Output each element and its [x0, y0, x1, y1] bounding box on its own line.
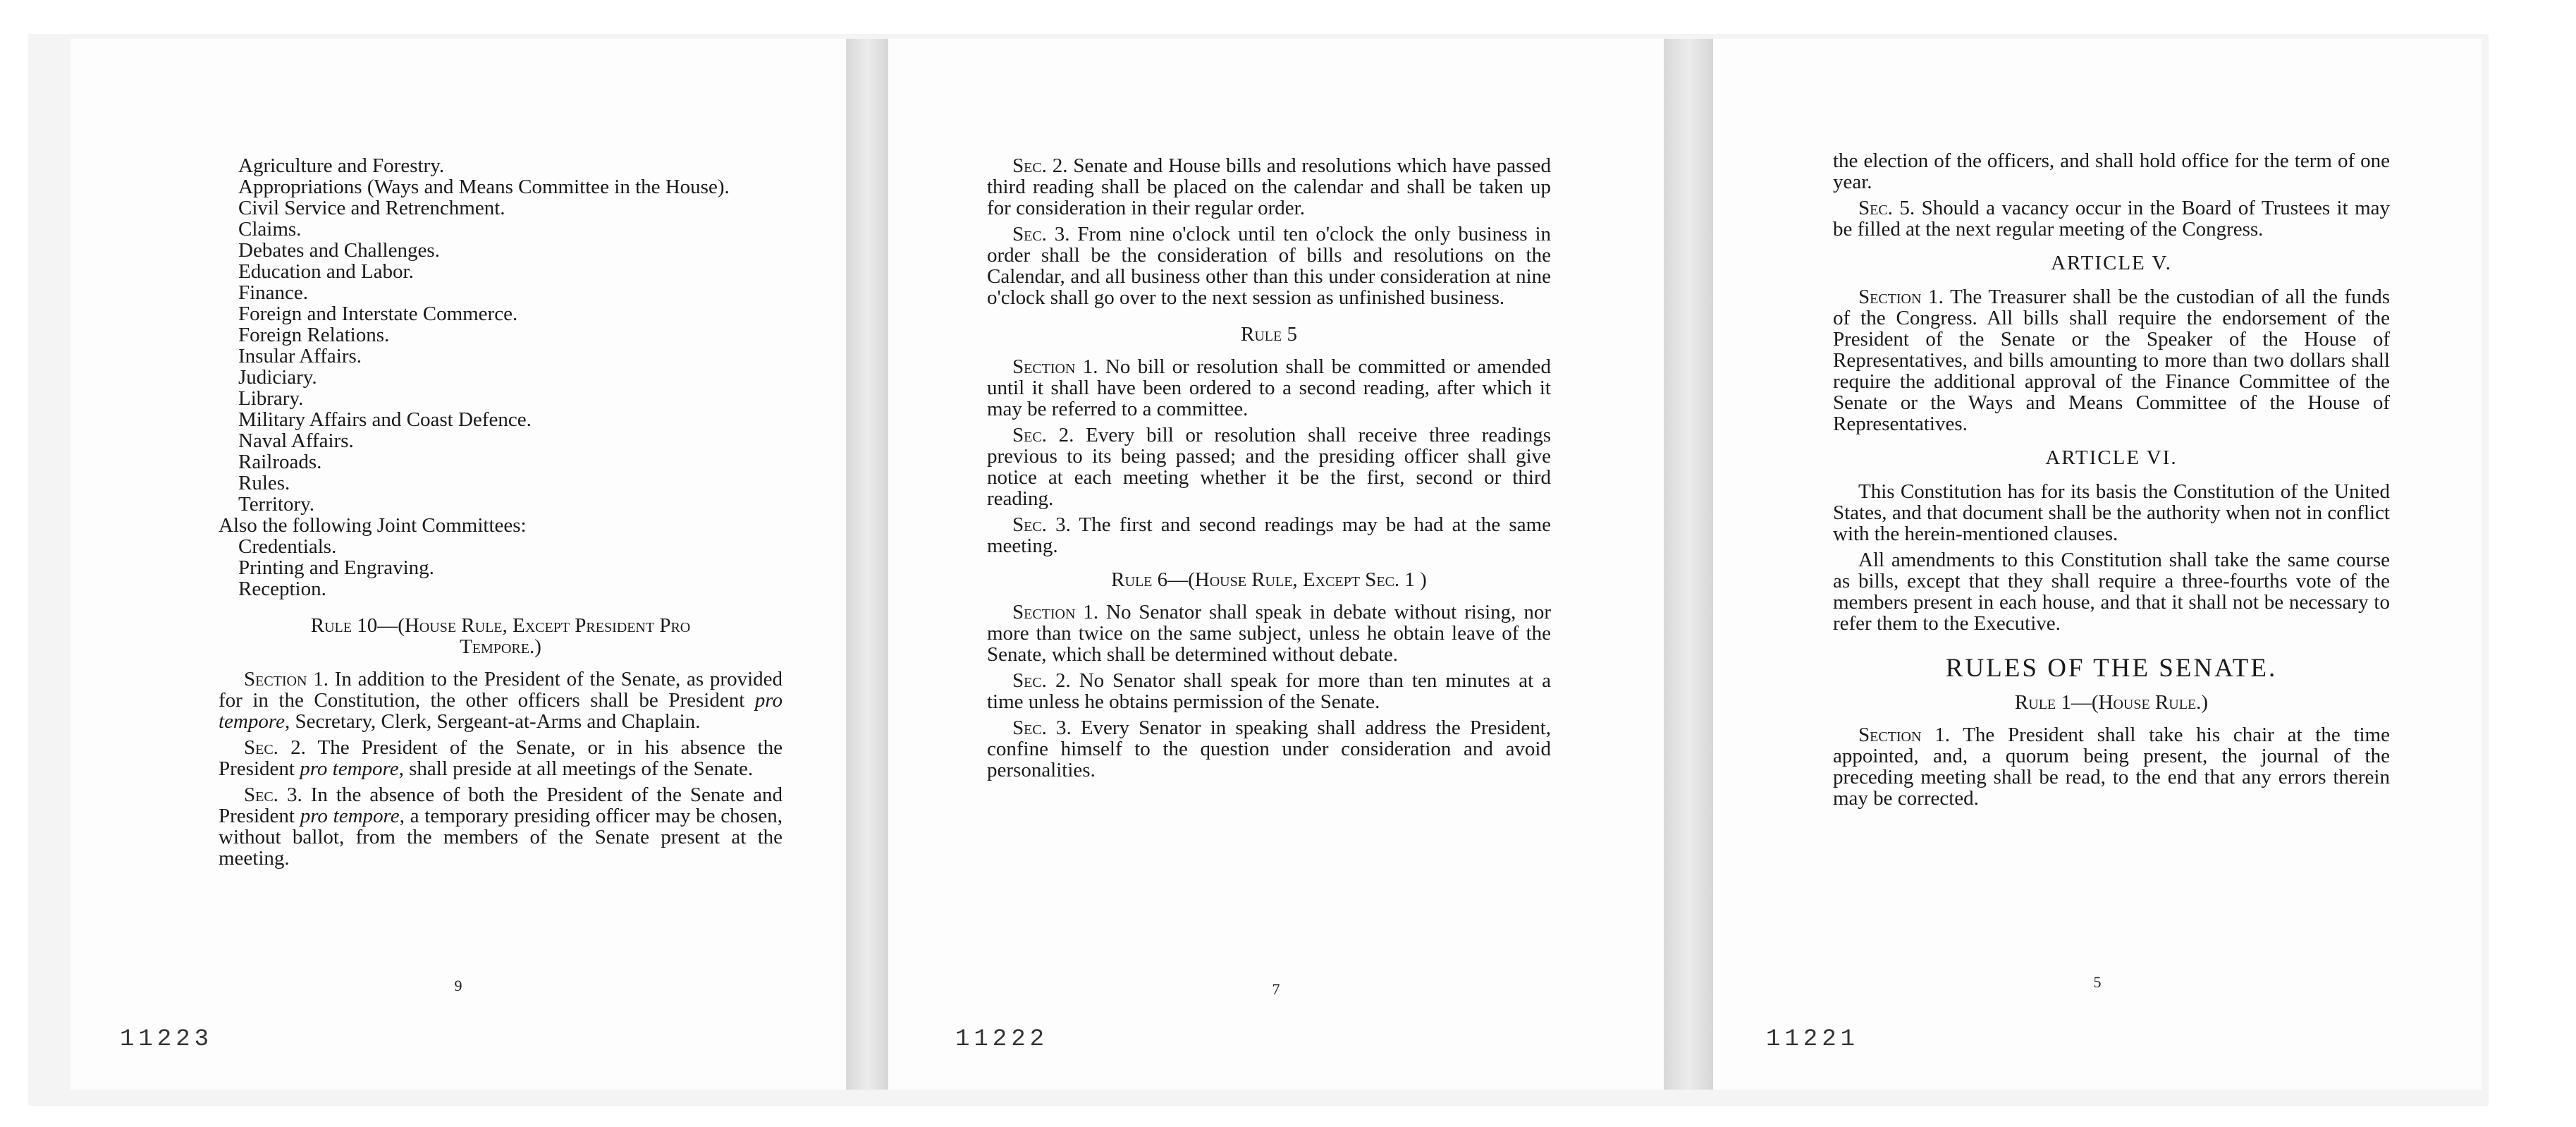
list-item: Reception.	[238, 578, 326, 600]
rule-1-title: Rule 1—(House Rule.)	[2014, 691, 2209, 714]
list-item: Agriculture and Forestry.	[238, 154, 445, 177]
joint-committee-list	[219, 536, 783, 599]
list-item: Appropriations (Ways and Means Committee in the House).	[238, 176, 730, 198]
list-item: Credentials.	[238, 535, 337, 558]
section-text: No bill or resolution shall be committed or amended until it shall have been ordered to a second reading, after which it may be referred to a committee.	[987, 355, 1552, 420]
section-text: The President shall take his chair at the time appointed, and, a quorum being present, the journal of the preceding meeting shall be read, to the end that any errors therein may be corrected.	[1833, 724, 2390, 810]
section-label: Section 1.	[244, 668, 329, 690]
list-item: Naval Affairs.	[238, 430, 354, 452]
section-label: Section 1.	[1012, 355, 1098, 378]
senate-rules-title: RULES OF THE SENATE.	[1945, 654, 2278, 683]
section-text: From nine o'clock until ten o'clock the only business in order shall be the consideration of bills and resolutions on the Calendar, and all business other than this under consideration at nine o'clock shall go over to the next session as unfinished business.	[987, 223, 1551, 309]
committee-list	[219, 155, 783, 515]
section-paragraph	[987, 356, 1551, 420]
list-item: Library.	[238, 387, 304, 410]
section-paragraph	[987, 670, 1551, 712]
list-item: Foreign and Interstate Commerce.	[238, 303, 518, 325]
section-text: In the absence of both the President of the Senate and President	[219, 784, 783, 827]
section-text: , Secretary, Clerk, Sergeant-at-Arms and Chaplain.	[284, 710, 701, 733]
section-italic: pro tempore	[300, 757, 399, 780]
article-5-heading: ARTICLE V.	[2051, 252, 2172, 274]
continued-paragraph: the election of the officers, and shall hold office for the term of one year.	[1833, 150, 2390, 193]
section-italic: pro tempore	[300, 805, 400, 827]
section-paragraph	[1833, 724, 2390, 809]
list-item: Education and Labor.	[238, 260, 414, 283]
section-label: Section 1.	[1858, 724, 1950, 746]
section-text: In addition to the President of the Senate, as provided for in the Constitution, the other officers shall be President	[219, 668, 783, 712]
rule-6-title: Rule 6—(House Rule, Except Sec. 1 )	[1111, 568, 1427, 591]
article-paragraph: All amendments to this Constitution shall take the same course as bills, except that they shall require a three-fourths vote of the members present in each house, and that it shall not be necessary to refer them to the Executive.	[1833, 549, 2390, 635]
section-label: Sec. 2.	[244, 736, 306, 759]
page-middle	[888, 39, 1664, 1090]
list-item: Claims.	[238, 218, 302, 240]
section-text: The President of the Senate, or in his absence the President	[219, 736, 783, 780]
section-text: Every Senator in speaking shall address the President, confine himself to the question under consideration and avoid personalities.	[987, 717, 1552, 781]
section-paragraph	[987, 514, 1551, 556]
section-label: Sec. 3.	[244, 784, 302, 806]
section-label: Sec. 3.	[1012, 223, 1070, 245]
list-item: Foreign Relations.	[238, 324, 390, 346]
page-left-body	[219, 155, 783, 874]
list-item: Rules.	[238, 472, 290, 494]
page-number: 7	[1272, 980, 1280, 998]
list-item: Printing and Engraving.	[238, 556, 434, 579]
serial-number: 11223	[120, 1026, 214, 1053]
page-right-body	[1833, 150, 2390, 814]
section-paragraph	[987, 602, 1551, 665]
rule-10-section-1	[219, 669, 783, 732]
list-item: Finance.	[238, 281, 309, 304]
serial-number: 11221	[1766, 1026, 1860, 1053]
rule-10-title: Rule 10—(House Rule, Except President Pro Tempore.)	[310, 614, 691, 658]
section-text: No Senator shall speak for more than ten minutes at a time unless he obtains permission of the Senate.	[987, 669, 1552, 713]
page-right	[1713, 39, 2482, 1090]
rule-5-title: Rule 5	[1241, 323, 1297, 346]
section-label: Section 1.	[1012, 601, 1099, 623]
page-gutter	[1664, 39, 1713, 1090]
section-text: Senate and House bills and resolutions which have passed third reading shall be placed on the calendar and shall be taken up for consideration in their regular order.	[987, 154, 1552, 219]
section-text: , a temporary presiding officer may be chosen, without ballot, from the members of the Senate present at the meeting.	[219, 805, 783, 870]
rule-10-section-3	[219, 784, 783, 869]
list-item: Territory.	[238, 493, 315, 516]
section-label: Sec. 3.	[1012, 513, 1071, 536]
list-item: Judiciary.	[238, 366, 317, 389]
list-item: Insular Affairs.	[238, 345, 362, 367]
section-label: Sec. 3.	[1012, 717, 1072, 739]
section-text: No Senator shall speak in debate without rising, nor more than twice on the same subject, unless he obtain leave of the Senate, which shall be determined without debate.	[987, 601, 1552, 666]
section-text: The first and second readings may be had at the same meeting.	[987, 513, 1551, 557]
article-paragraph: This Constitution has for its basis the Constitution of the United States, and that document shall be the authority when not in conflict with the herein-mentioned clauses.	[1833, 480, 2390, 545]
section-text: Should a vacancy occur in the Board of Trustees it may be filled at the next regular meeting of the Congress.	[1833, 197, 2391, 240]
page-number: 9	[454, 977, 462, 994]
section-label: Sec. 2.	[1012, 154, 1068, 177]
section-paragraph	[1833, 197, 2390, 240]
page-left	[70, 39, 846, 1090]
article-6-heading: ARTICLE VI.	[2045, 446, 2178, 469]
section-paragraph	[1833, 286, 2390, 434]
serial-number: 11222	[955, 1026, 1049, 1053]
page-gutter	[846, 39, 888, 1090]
section-paragraph	[987, 425, 1551, 509]
section-text: The Treasurer shall be the custodian of all the funds of the Congress. All bills shall require the endorsement of the President of the Senate or the Speaker of the House of Representatives, and bills amounting to more than two dollars shall require the additional approval of the Finance Committee of the Senate or the Ways and Means Committee of the House of Representatives.	[1833, 286, 2390, 435]
section-paragraph	[987, 717, 1551, 781]
section-label: Sec. 2.	[1012, 669, 1071, 692]
section-text: , shall preside at all meetings of the Senate.	[398, 757, 754, 780]
section-label: Section 1.	[1858, 286, 1944, 308]
section-label: Sec. 2.	[1012, 424, 1074, 446]
section-italic: pro tempore	[219, 689, 783, 733]
list-item: Civil Service and Retrenchment.	[238, 197, 505, 219]
list-item: Railroads.	[238, 451, 322, 473]
rule-10-section-2	[219, 737, 783, 779]
list-item: Debates and Challenges.	[238, 239, 440, 262]
page-middle-body	[987, 155, 1551, 786]
section-paragraph	[987, 224, 1551, 308]
section-text: Every bill or resolution shall receive three readings previous to its being passed; and the presiding officer shall give notice at each meeting whether it be the first, second or third reading.	[987, 424, 1552, 510]
section-label: Sec. 5.	[1858, 197, 1915, 219]
page-number: 5	[2093, 973, 2102, 991]
list-item: Military Affairs and Coast Defence.	[238, 408, 532, 431]
section-paragraph	[987, 155, 1551, 219]
joint-committees-intro: Also the following Joint Committees:	[219, 514, 527, 537]
